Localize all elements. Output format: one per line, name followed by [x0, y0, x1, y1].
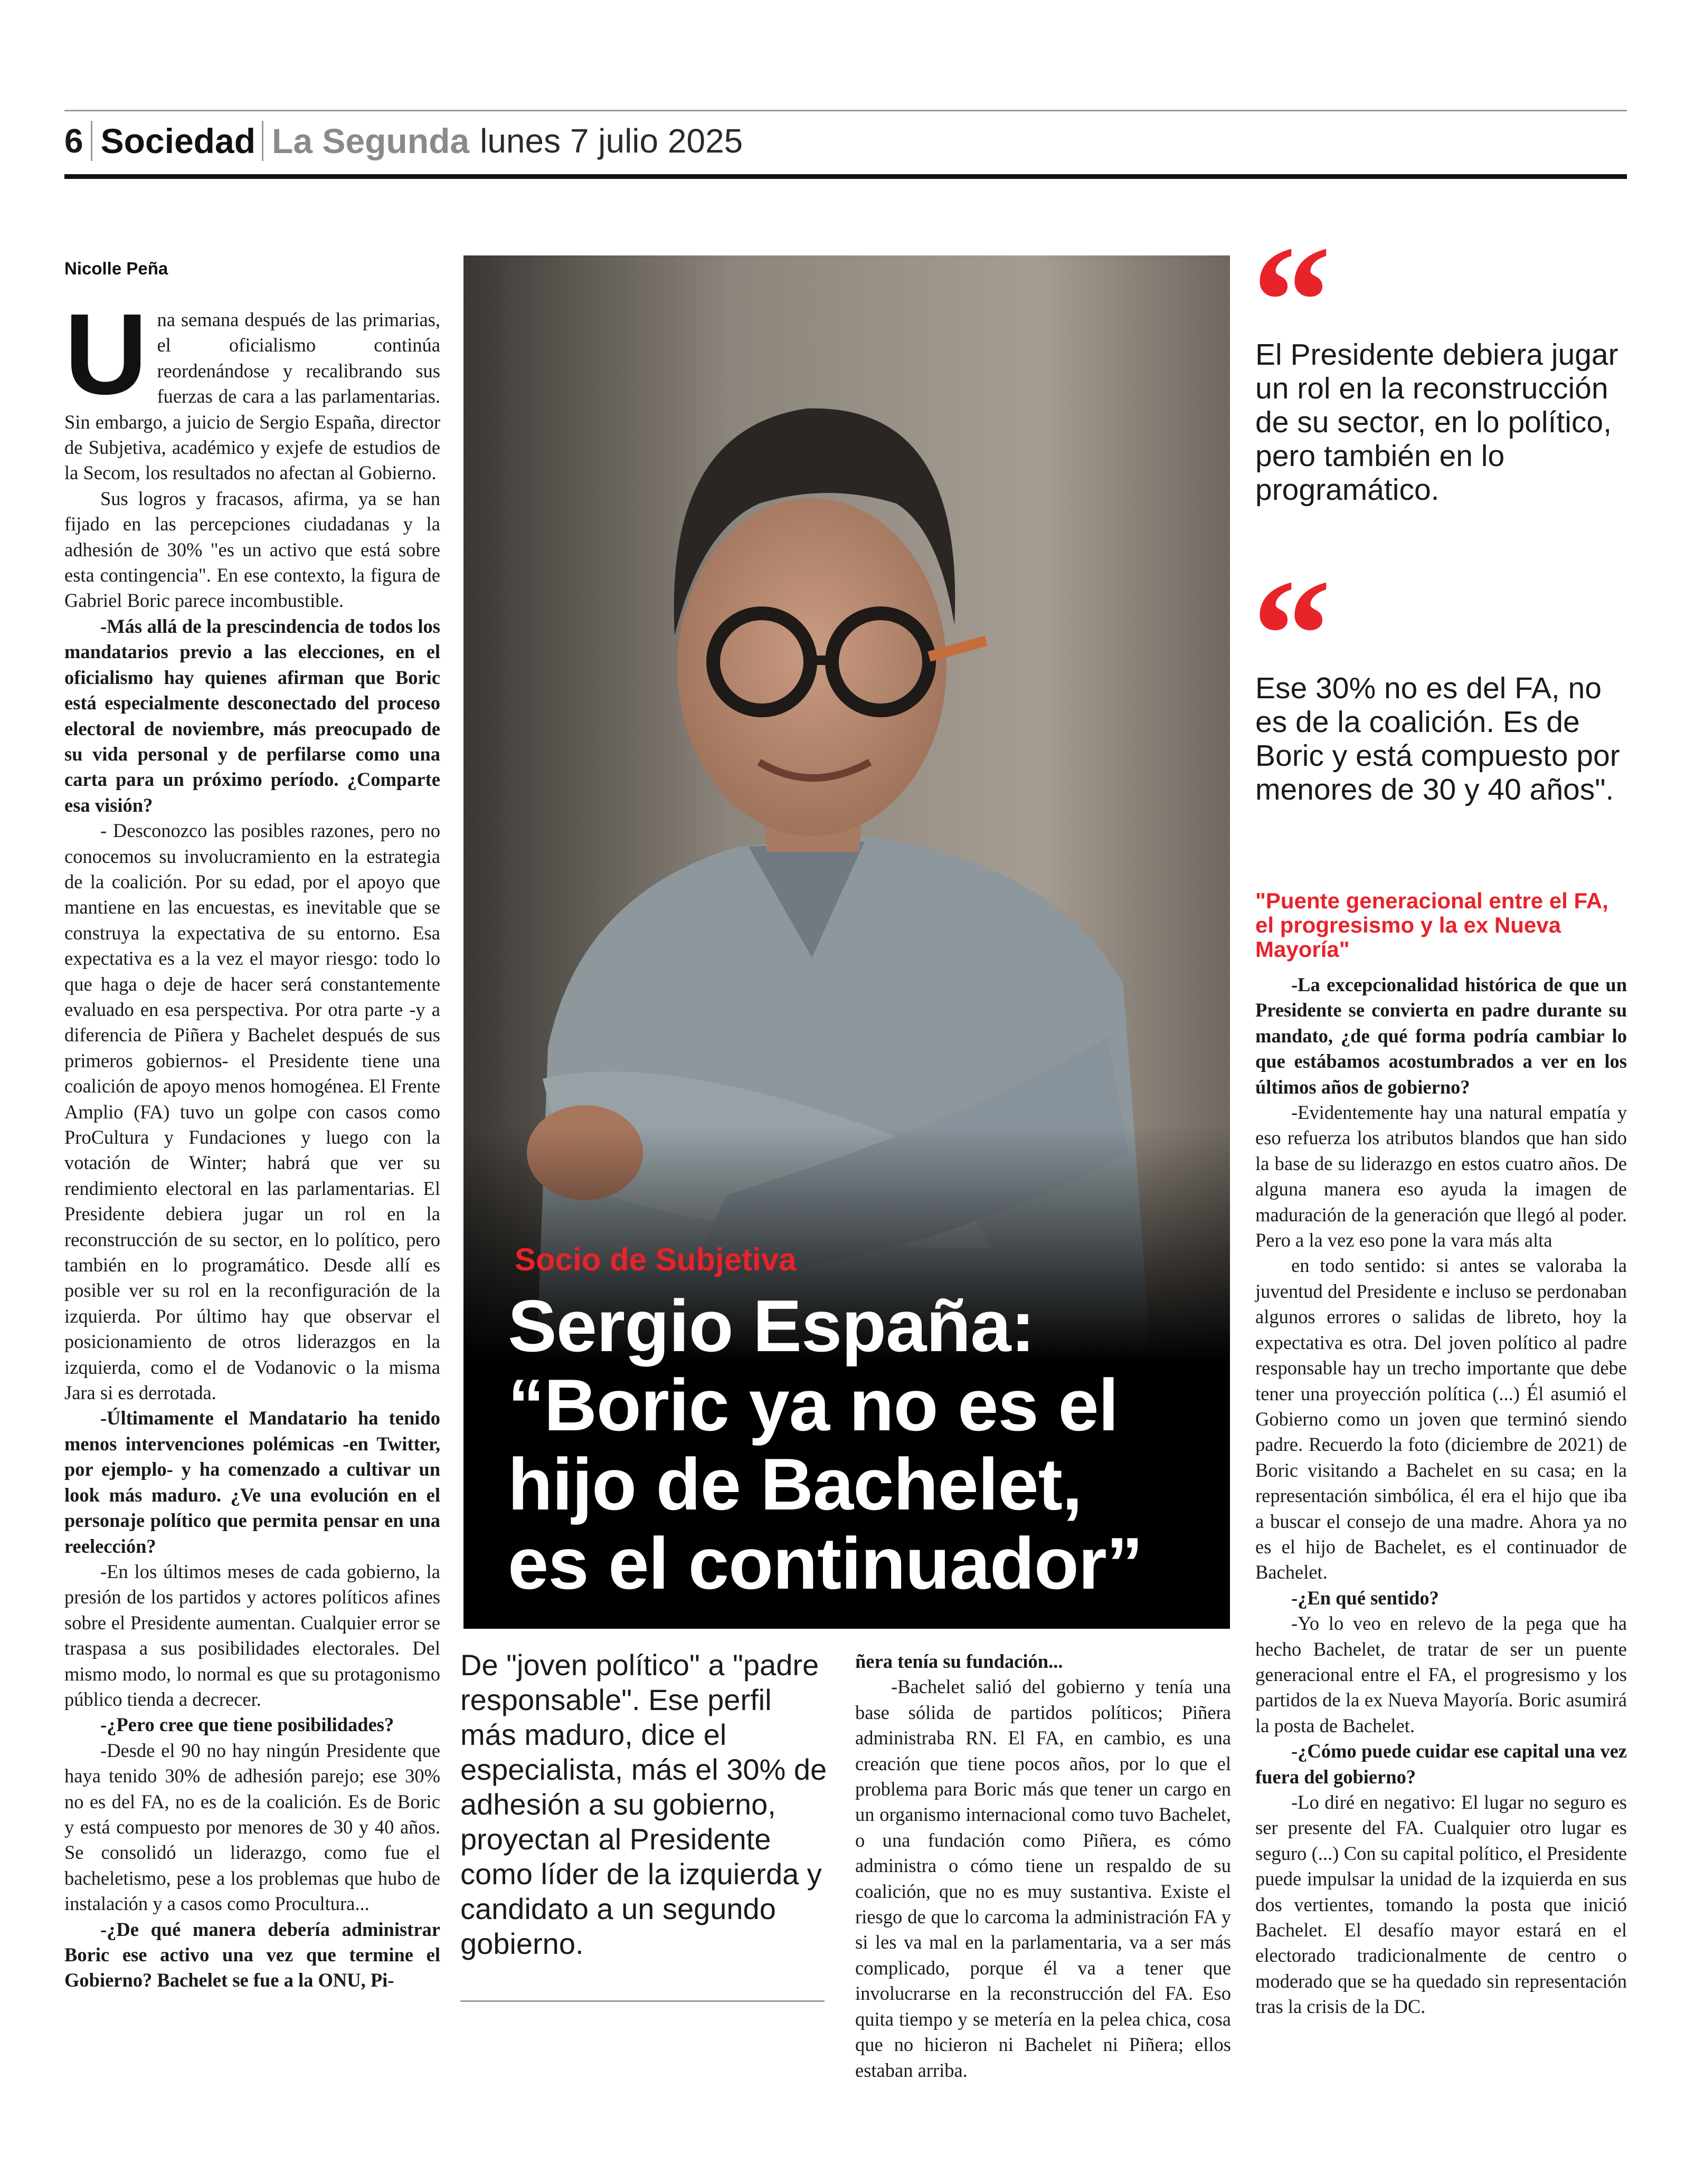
interview-answer: -En los últimos meses de cada gobierno, la presión de los partidos y actores políticos afines sobre el Presidente aumentan. Cualquier error se traspasa a sus posibilidades electorales. Del mismo modo, lo normal es que su protagonismo público tienda a decrecer. [64, 1560, 440, 1710]
deck-divider [460, 2000, 825, 2002]
interview-answer: -Yo lo veo en relevo de la pega que ha hecho Bachelet, de tratar de ser un puente generacional entre el FA, el progresismo y los partidos de la ex Nueva Mayoría. Boric asumirá la posta de Bachelet. [1255, 1612, 1627, 1736]
headline-line: Sergio España: [508, 1285, 1035, 1367]
page-header [64, 117, 743, 165]
interview-question: -Últimamente el Mandatario ha tenido menos intervenciones polémicas -en Twitter, por ejemplo- y ha comenzado a cultivar un look más maduro. ¿Ve una evolución en el personaje político que permita pensar en una reelección? [64, 1407, 440, 1557]
pull-quote: Ese 30% no es del FA, no es de la coalición. Es de Boric y está compuesto por menores de 30 y 40 años". [1255, 671, 1620, 806]
quote-mark-icon: “ [1252, 213, 1323, 388]
interview-answer: -Bachelet salió del gobierno y tenía una base sólida de partidos políticos; Piñera administraba RN. El FA, en cambio, es una creación que tiene pocos años, por lo que el problema para Boric más que tener un cargo en un organismo internacional como tuvo Bachelet, o una fundación como Piñera, es cómo administra o cómo tiene un respaldo de su coalición, que no es muy sustantiva. Existe el riesgo de que lo carcoma la administración FA y si les va mal en la parlamentaria, va a ser más complicado, porque él va a tener que involucrarse en la reconstrucción del FA. Eso quita tiempo y se metería en la pelea chica, cosa que no hicieron ni Bachelet ni Piñera; ellos estaban arriba. [855, 1676, 1231, 2081]
interview-question: -La excepcionalidad histórica de que un Presidente se convierta en padre durante su mandato, ¿de qué forma podría cambiar lo que estábamos acostumbrados a ver en los últimos años de gobierno? [1255, 974, 1627, 1098]
headline-line: “Boric ya no es el [508, 1364, 1119, 1446]
header-bottom-rule [64, 174, 1627, 179]
article-deck: De "joven político" a "padre responsable". Ese perfil más maduro, dice el especialista, más el 30% de adhesión a su gobierno, proyectan al Presidente como líder de la izquierda y candidato a un segundo gobierno. [460, 1648, 827, 1960]
interview-question: -¿Cómo puede cuidar ese capital una vez fuera del gobierno? [1255, 1740, 1627, 1788]
interview-question: ñera tenía su fundación... [855, 1650, 1063, 1672]
newspaper-name: La Segunda [272, 121, 470, 160]
header-divider [91, 121, 92, 161]
quote-mark-icon: “ [1252, 547, 1323, 722]
pull-quote: El Presidente debiera jugar un rol en la reconstrucción de su sector, en lo político, pero también en lo programático. [1255, 338, 1618, 507]
article-column-1 [64, 290, 440, 1993]
interview-answer: -Lo diré en negativo: El lugar no seguro es ser presente del FA. Cualquier otro lugar es seguro (...) Con su capital político, el Presidente puede impulsar la unidad de la izquierda en sus dos vertientes, tomando la posta que inició Bachelet. El desafío mayor estará en el electorado tradicionalmente de centro o moderado que se ha quedado sin representación tras la crisis de la DC. [1255, 1791, 1627, 2018]
interview-answer: -Desde el 90 no hay ningún Presidente que haya tenido 30% de adhesión parejo; ese 30% no es del FA, no es de la coalición. Es de Boric y está compuesto por menores de 30 y 40 años. Se consolidó un liderazgo, como fue el bacheletismo, pese a los problemas que hubo de instalación y a casos como Procultura... [64, 1739, 440, 1915]
header-top-rule [64, 110, 1627, 111]
article-column-3 [1255, 972, 1627, 2020]
page-number: 6 [64, 122, 83, 160]
interview-question: -¿Pero cree que tiene posibilidades? [100, 1714, 394, 1736]
article-paragraph: Sus logros y fracasos, afirma, ya se han fijado en las percepciones ciudadanas y la adhesión de 30% "es un activo que está sobre esta contingencia". En ese contexto, la figura de Gabriel Boric parece incombustible. [64, 487, 440, 612]
headline-line: es el continuador” [508, 1523, 1143, 1604]
interview-question: -¿En qué sentido? [1291, 1587, 1439, 1609]
section-name: Sociedad [100, 121, 256, 160]
header-divider [262, 121, 263, 161]
byline: Nicolle Peña [64, 259, 168, 278]
interview-question: -Más allá de la prescindencia de todos los mandatarios previo a las elecciones, en el oficialismo hay quienes afirman que Boric está especialmente desconectado del proceso electoral de noviembre, más preocupado de su vida personal y de perfilarse como una carta para un próximo período. ¿Comparte esa visión? [64, 615, 440, 816]
interview-answer: en todo sentido: si antes se valoraba la juventud del Presidente e incluso se perdonaban algunos errores o salidas de libreto, hoy la expectativa es otra. Del joven político al padre responsable hay un trecho importante que debe tener una proyección política (...) Él asumió el Gobierno como un joven que terminó siendo padre. Recuerdo la foto (diciembre de 2021) de Boric visitando a Bachelet en su casa; en la representación simbólica, él era el hijo que iba a buscar el consejo de una madre. Ahora ya no es el hijo de Bachelet, es el continuador de Bachelet. [1255, 1255, 1627, 1583]
article-paragraph: Una semana después de las primarias, el oficialismo continúa reordenándose y recalibrando sus fuerzas de cara a las parlamentarias. Sin embargo, a juicio de Sergio España, director de Subjetiva, académico y exjefe de estudios de la Secom, los resultados no afectan al Gobierno. [64, 290, 440, 484]
headline-line: hijo de Bachelet, [508, 1444, 1082, 1525]
section-subhead: "Puente generacional entre el FA, el progresismo y la ex Nueva Mayoría" [1255, 888, 1608, 962]
interview-answer: - Desconozco las posibles razones, pero no conocemos su involucramiento en la estrategia de la coalición. Por su edad, por el apoyo que mantiene en las encuestas, es inevitable que se construya la expectativa de su entorno. Esa expectativa es a la vez el mayor riesgo: todo lo que haga o deje de hacer será constantemente evaluado en esa perspectiva. Por otra parte -y a diferencia de Piñera y Bachelet después de sus primeros gobiernos- el Presidente tiene una coalición de apoyo menos homogénea. El Frente Amplio (FA) tuvo un golpe con casos como ProCultura y Fundaciones y luego con la votación de Winter; habrá que ver su rendimiento electoral en las parlamentarias. El Presidente debiera jugar un rol en la reconstrucción de su sector, en lo político, pero también en lo programático. Desde allí es posible ver su rol en la reconfiguración de la izquierda. Por último hay que observar el posicionamiento de otros liderazgos en la izquierda, como el de Vodanovic o la misma Jara si es derrotada. [64, 820, 440, 1404]
photo-kicker: Socio de Subjetiva [515, 1242, 797, 1277]
drop-cap: U [64, 290, 148, 419]
interview-question: -¿De qué manera debería administrar Boric ese activo una vez que termine el Gobierno? Bachelet se fue a la ONU, Pi- [64, 1918, 440, 1991]
article-column-2 [855, 1649, 1231, 2083]
issue-date: lunes 7 julio 2025 [480, 122, 743, 160]
interview-answer: -Evidentemente hay una natural empatía y eso refuerza los atributos blandos que han sido la base de su liderazgo en estos cuatro años. De alguna manera eso ayuda la imagen de maduración de la generación que llegó al poder. Pero a la vez eso pone la vara más alta [1255, 1102, 1627, 1251]
headline [508, 1287, 1205, 1603]
